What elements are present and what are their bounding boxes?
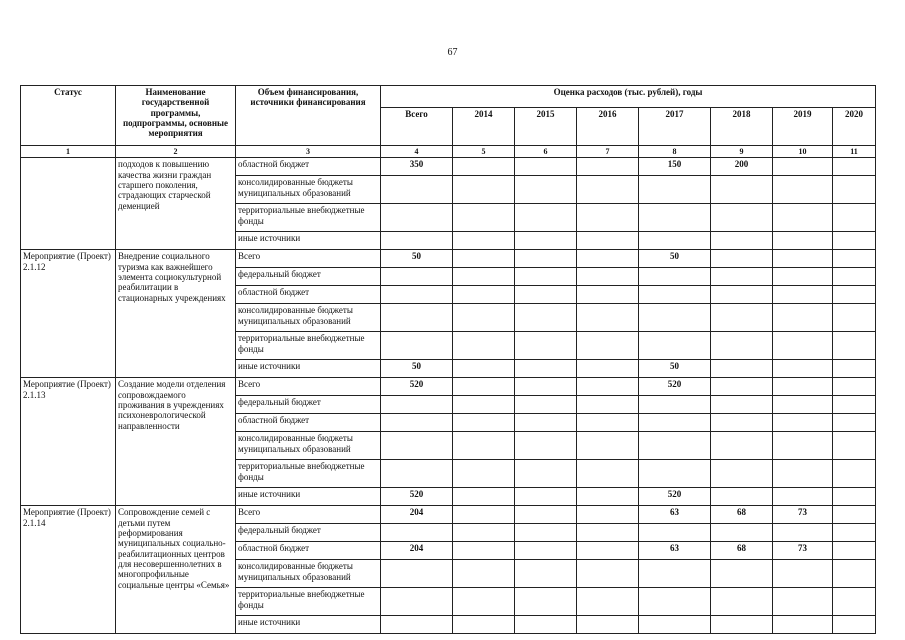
total-value-cell: 520 [381, 378, 453, 396]
year-value-cell [453, 616, 515, 634]
year-value-cell [773, 268, 833, 286]
year-value-cell [833, 396, 876, 414]
header-total: Всего [381, 108, 453, 146]
year-value-cell [833, 414, 876, 432]
table-row [21, 378, 876, 396]
header-year: 2015 [515, 108, 577, 146]
year-value-cell [577, 232, 639, 250]
total-value-cell [381, 396, 453, 414]
year-value-cell [577, 396, 639, 414]
year-value-cell [577, 460, 639, 488]
status-cell: Мероприятие (Проект) 2.1.14 [21, 506, 116, 634]
year-value-cell [773, 588, 833, 616]
year-value-cell [711, 396, 773, 414]
year-value-cell [453, 588, 515, 616]
year-value-cell [577, 332, 639, 360]
header-year: 2020 [833, 108, 876, 146]
year-value-cell [453, 488, 515, 506]
column-number: 11 [833, 146, 876, 158]
year-value-cell [711, 204, 773, 232]
year-value-cell [833, 524, 876, 542]
year-value-cell [515, 332, 577, 360]
year-value-cell [711, 268, 773, 286]
year-value-cell [577, 360, 639, 378]
funding-source-cell: федеральный бюджет [236, 268, 381, 286]
year-value-cell [773, 488, 833, 506]
total-value-cell: 520 [381, 488, 453, 506]
year-value-cell [515, 542, 577, 560]
total-value-cell [381, 616, 453, 634]
total-value-cell: 204 [381, 506, 453, 524]
year-value-cell [577, 488, 639, 506]
total-value-cell [381, 524, 453, 542]
year-value-cell [773, 360, 833, 378]
year-value-cell [453, 378, 515, 396]
year-value-cell [639, 588, 711, 616]
year-value-cell [773, 332, 833, 360]
year-value-cell [515, 268, 577, 286]
year-value-cell [773, 286, 833, 304]
year-value-cell [833, 250, 876, 268]
year-value-cell [639, 616, 711, 634]
year-value-cell [639, 432, 711, 460]
funding-source-cell: иные источники [236, 488, 381, 506]
year-value-cell [833, 158, 876, 176]
year-value-cell [453, 432, 515, 460]
year-value-cell [773, 414, 833, 432]
year-value-cell [773, 524, 833, 542]
funding-source-cell: областной бюджет [236, 286, 381, 304]
header-funding: Объем финансирования, источники финансирования [236, 86, 381, 146]
funding-source-cell: федеральный бюджет [236, 396, 381, 414]
year-value-cell [773, 616, 833, 634]
year-value-cell [577, 588, 639, 616]
budget-table [20, 85, 876, 634]
year-value-cell [515, 524, 577, 542]
year-value-cell: 150 [639, 158, 711, 176]
year-value-cell [453, 304, 515, 332]
year-value-cell [577, 176, 639, 204]
funding-source-cell: иные источники [236, 360, 381, 378]
year-value-cell [453, 506, 515, 524]
year-value-cell [515, 232, 577, 250]
total-value-cell: 50 [381, 360, 453, 378]
total-value-cell [381, 432, 453, 460]
year-value-cell [453, 232, 515, 250]
funding-source-cell: Всего [236, 250, 381, 268]
year-value-cell [773, 460, 833, 488]
column-number: 8 [639, 146, 711, 158]
year-value-cell [577, 414, 639, 432]
year-value-cell: 63 [639, 542, 711, 560]
column-number: 4 [381, 146, 453, 158]
year-value-cell [577, 204, 639, 232]
header-name: Наименование государственной программы, подпрограммы, основные мероприятия [116, 86, 236, 146]
year-value-cell [515, 378, 577, 396]
year-value-cell [711, 524, 773, 542]
year-value-cell [833, 506, 876, 524]
year-value-cell [833, 304, 876, 332]
funding-source-cell: территориальные внебюджетные фонды [236, 332, 381, 360]
year-value-cell [711, 176, 773, 204]
funding-source-cell: консолидированные бюджеты муниципальных образований [236, 176, 381, 204]
year-value-cell [515, 286, 577, 304]
year-value-cell [515, 488, 577, 506]
year-value-cell [833, 204, 876, 232]
column-number: 1 [21, 146, 116, 158]
column-number: 6 [515, 146, 577, 158]
column-number: 9 [711, 146, 773, 158]
year-value-cell [639, 414, 711, 432]
year-value-cell [453, 396, 515, 414]
year-value-cell [833, 460, 876, 488]
funding-source-cell: консолидированные бюджеты муниципальных образований [236, 432, 381, 460]
year-value-cell [515, 204, 577, 232]
year-value-cell [711, 460, 773, 488]
year-value-cell [453, 360, 515, 378]
funding-source-cell: областной бюджет [236, 542, 381, 560]
total-value-cell: 50 [381, 250, 453, 268]
year-value-cell [833, 588, 876, 616]
year-value-cell [639, 232, 711, 250]
year-value-cell [577, 304, 639, 332]
funding-source-cell: территориальные внебюджетные фонды [236, 204, 381, 232]
year-value-cell [453, 524, 515, 542]
year-value-cell [711, 304, 773, 332]
year-value-cell [711, 378, 773, 396]
activity-name-cell: Сопровождение семей с детьми путем реформирования муниципальных социально- реабилитационных центров для несовершеннолетних в многопрофильные социальные центры «Семья» [116, 506, 236, 634]
year-value-cell [515, 176, 577, 204]
column-number: 7 [577, 146, 639, 158]
year-value-cell [515, 304, 577, 332]
year-value-cell [453, 414, 515, 432]
total-value-cell [381, 286, 453, 304]
year-value-cell [453, 286, 515, 304]
table-row [21, 158, 876, 176]
page-number: 67 [447, 47, 458, 58]
year-value-cell [833, 616, 876, 634]
year-value-cell [773, 158, 833, 176]
year-value-cell [833, 542, 876, 560]
funding-source-cell: областной бюджет [236, 414, 381, 432]
year-value-cell [453, 204, 515, 232]
total-value-cell [381, 176, 453, 204]
year-value-cell [639, 204, 711, 232]
year-value-cell [773, 176, 833, 204]
total-value-cell [381, 232, 453, 250]
year-value-cell [711, 332, 773, 360]
year-value-cell [833, 378, 876, 396]
year-value-cell [773, 560, 833, 588]
year-value-cell [639, 332, 711, 360]
header-year: 2014 [453, 108, 515, 146]
year-value-cell [577, 250, 639, 268]
year-value-cell [577, 286, 639, 304]
year-value-cell [515, 506, 577, 524]
year-value-cell [833, 176, 876, 204]
total-value-cell [381, 268, 453, 286]
year-value-cell [515, 432, 577, 460]
year-value-cell [711, 232, 773, 250]
total-value-cell: 204 [381, 542, 453, 560]
table-body [21, 158, 876, 634]
year-value-cell [453, 460, 515, 488]
year-value-cell [515, 616, 577, 634]
funding-source-cell: консолидированные бюджеты муниципальных образований [236, 560, 381, 588]
header-status: Статус [21, 86, 116, 146]
year-value-cell [639, 460, 711, 488]
year-value-cell [639, 524, 711, 542]
total-value-cell: 350 [381, 158, 453, 176]
year-value-cell [515, 158, 577, 176]
year-value-cell [773, 396, 833, 414]
year-value-cell [515, 588, 577, 616]
year-value-cell: 520 [639, 488, 711, 506]
year-value-cell: 50 [639, 250, 711, 268]
year-value-cell [577, 432, 639, 460]
year-value-cell [711, 414, 773, 432]
year-value-cell [773, 232, 833, 250]
status-cell [21, 158, 116, 250]
funding-source-cell: территориальные внебюджетные фонды [236, 460, 381, 488]
total-value-cell [381, 460, 453, 488]
year-value-cell [515, 460, 577, 488]
header-year: 2016 [577, 108, 639, 146]
year-value-cell [833, 286, 876, 304]
year-value-cell [515, 560, 577, 588]
header-year: 2019 [773, 108, 833, 146]
year-value-cell [639, 304, 711, 332]
column-number: 2 [116, 146, 236, 158]
year-value-cell [577, 616, 639, 634]
funding-source-cell: федеральный бюджет [236, 524, 381, 542]
activity-name-cell: Создание модели отделения сопровождаемого проживания в учреждениях психоневрологической направленности [116, 378, 236, 506]
year-value-cell [577, 542, 639, 560]
year-value-cell [453, 560, 515, 588]
header-year: 2017 [639, 108, 711, 146]
total-value-cell [381, 332, 453, 360]
year-value-cell: 68 [711, 506, 773, 524]
year-value-cell [711, 360, 773, 378]
year-value-cell [515, 396, 577, 414]
activity-name-cell: Внедрение социального туризма как важнейшего элемента социокультурной реабилитации в стационарных учреждениях [116, 250, 236, 378]
year-value-cell: 68 [711, 542, 773, 560]
year-value-cell [453, 250, 515, 268]
year-value-cell [773, 250, 833, 268]
total-value-cell [381, 560, 453, 588]
year-value-cell [453, 158, 515, 176]
year-value-cell [577, 158, 639, 176]
year-value-cell [833, 560, 876, 588]
column-number: 5 [453, 146, 515, 158]
year-value-cell [515, 414, 577, 432]
year-value-cell [773, 204, 833, 232]
total-value-cell [381, 588, 453, 616]
header-year: 2018 [711, 108, 773, 146]
year-value-cell [453, 542, 515, 560]
year-value-cell [639, 176, 711, 204]
column-number: 3 [236, 146, 381, 158]
year-value-cell [833, 332, 876, 360]
year-value-cell [711, 286, 773, 304]
funding-source-cell: иные источники [236, 616, 381, 634]
activity-name-cell: подходов к повышению качества жизни граждан старшего поколения, страдающих старческой деменцией [116, 158, 236, 250]
year-value-cell [453, 268, 515, 286]
year-value-cell [577, 524, 639, 542]
year-value-cell [833, 488, 876, 506]
year-value-cell [453, 332, 515, 360]
year-value-cell [711, 560, 773, 588]
funding-source-cell: Всего [236, 506, 381, 524]
year-value-cell [639, 286, 711, 304]
total-value-cell [381, 204, 453, 232]
year-value-cell: 50 [639, 360, 711, 378]
status-cell: Мероприятие (Проект) 2.1.12 [21, 250, 116, 378]
year-value-cell: 63 [639, 506, 711, 524]
year-value-cell [577, 560, 639, 588]
year-value-cell [515, 250, 577, 268]
year-value-cell [711, 432, 773, 460]
year-value-cell: 73 [773, 506, 833, 524]
year-value-cell [711, 250, 773, 268]
year-value-cell [833, 232, 876, 250]
table-row [21, 250, 876, 268]
year-value-cell [833, 268, 876, 286]
year-value-cell [773, 304, 833, 332]
year-value-cell [577, 378, 639, 396]
funding-source-cell: консолидированные бюджеты муниципальных образований [236, 304, 381, 332]
year-value-cell [515, 360, 577, 378]
year-value-cell: 520 [639, 378, 711, 396]
funding-source-cell: Всего [236, 378, 381, 396]
table-row [21, 506, 876, 524]
year-value-cell [639, 268, 711, 286]
year-value-cell [773, 432, 833, 460]
year-value-cell: 73 [773, 542, 833, 560]
funding-source-cell: областной бюджет [236, 158, 381, 176]
funding-source-cell: иные источники [236, 232, 381, 250]
year-value-cell [711, 488, 773, 506]
year-value-cell [773, 378, 833, 396]
year-value-cell [639, 560, 711, 588]
funding-source-cell: территориальные внебюджетные фонды [236, 588, 381, 616]
year-value-cell [577, 268, 639, 286]
header-costs: Оценка расходов (тыс. рублей), годы [381, 86, 876, 108]
total-value-cell [381, 304, 453, 332]
year-value-cell [639, 396, 711, 414]
total-value-cell [381, 414, 453, 432]
year-value-cell [453, 176, 515, 204]
year-value-cell [711, 588, 773, 616]
year-value-cell [833, 360, 876, 378]
year-value-cell [833, 432, 876, 460]
year-value-cell: 200 [711, 158, 773, 176]
status-cell: Мероприятие (Проект) 2.1.13 [21, 378, 116, 506]
year-value-cell [577, 506, 639, 524]
year-value-cell [711, 616, 773, 634]
column-number: 10 [773, 146, 833, 158]
